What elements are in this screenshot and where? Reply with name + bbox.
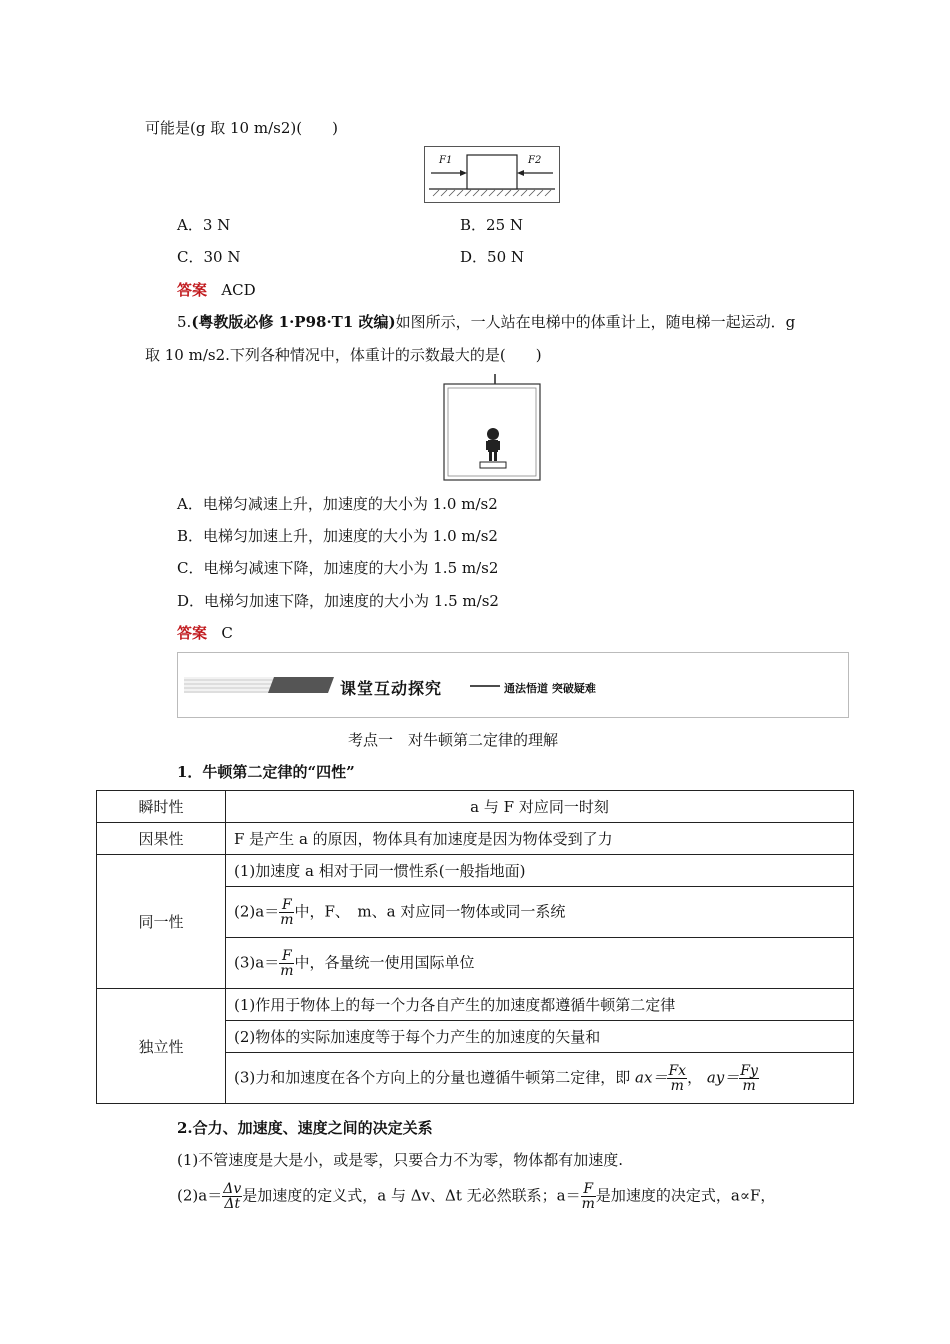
q4-option-c: C．30 N (177, 248, 241, 266)
row-content: (1)作用于物体上的每一个力各自产生的加速度都遵循牛顿第二定律 (226, 989, 854, 1021)
q5-source: (粤教版必修 1·P98·T1 改编) (191, 313, 396, 331)
ground-hatch (433, 190, 551, 196)
row-content: (1)加速度 a 相对于同一惯性系(一般指地面) (226, 855, 854, 887)
row-content: (2)物体的实际加速度等于每个力产生的加速度的矢量和 (226, 1021, 854, 1053)
block (467, 155, 517, 189)
definition-fraction: $\frac{\Delta v}{\Delta t}$ (223, 1181, 242, 1212)
row-label: 因果性 (97, 823, 226, 855)
part2-line1: (1)不管速度是大是小，或是零，只要合力不为零，物体都有加速度. (177, 1151, 624, 1169)
row-content: (2)a＝ $\frac{F}{m}$ 中，F、 m、a 对应同一物体或同一系统 (226, 887, 854, 938)
determination-fraction: $\frac{F}{m}$ (581, 1181, 595, 1212)
heading-four-properties: 1．牛顿第二定律的“四性” (177, 763, 355, 781)
table-row (97, 989, 854, 1021)
row-label: 瞬时性 (97, 791, 226, 823)
q5-elevator-figure (443, 374, 541, 482)
table-row (97, 823, 854, 855)
formula-fraction-y: $\frac{Fy}{m}$ (740, 1062, 758, 1094)
q5-option-c: C．电梯匀减速下降，加速度的大小为 1.5 m/s2 (177, 559, 499, 577)
elevator-svg (443, 374, 541, 482)
force-label-right: F2 (528, 155, 542, 166)
q5-stem-line1: 5.(粤教版必修 1·P98·T1 改编)如图所示，一人站在电梯中的体重计上，随电梯一起运动．g (177, 313, 796, 331)
q5-option-a: A．电梯匀减速上升，加速度的大小为 1.0 m/s2 (177, 495, 498, 513)
section-title: 考点一 对牛顿第二定律的理解 (348, 731, 559, 749)
q4-answer: 答案 ACD (177, 281, 256, 299)
row-content: (3)力和加速度在各个方向上的分量也遵循牛顿第二定律，即 ax＝ $\frac{Fx}{m}$ ， ay＝ $\frac{Fy}{m}$ (226, 1053, 854, 1104)
row-content: (3)a＝ $\frac{F}{m}$ 中，各量统一使用国际单位 (226, 938, 854, 989)
formula-fraction: $\frac{F}{m}$ (280, 896, 294, 928)
q4-option-b: B．25 N (460, 216, 524, 234)
row-content: a 与 F 对应同一时刻 (226, 791, 854, 823)
row-label: 同一性 (97, 855, 226, 989)
section-banner (177, 652, 849, 718)
q4-option-d: D．50 N (460, 248, 525, 266)
answer-label: 答案 (177, 281, 208, 299)
q5-option-b: B．电梯匀加速上升，加速度的大小为 1.0 m/s2 (177, 527, 498, 545)
q5-answer: 答案 C (177, 624, 233, 642)
four-properties-table (96, 790, 854, 1104)
row-content: F 是产生 a 的原因，物体具有加速度是因为物体受到了力 (226, 823, 854, 855)
q4-force-figure (424, 146, 560, 203)
q4-option-a: A．3 N (177, 216, 231, 234)
formula-fraction-x: $\frac{Fx}{m}$ (668, 1062, 687, 1094)
q5-stem-line2: 取 10 m/s2.下列各种情况中，体重计的示数最大的是( ) (145, 346, 542, 364)
banner-title: 课堂互动探究 (340, 679, 443, 698)
force-label-left: F1 (439, 155, 453, 166)
row-label: 独立性 (97, 989, 226, 1104)
person-head (487, 428, 499, 440)
q4-stem-tail: 可能是(g 取 10 m/s2)( ) (145, 119, 338, 137)
part2-line2: (2)a＝ $\frac{\Delta v}{\Delta t}$ 是加速度的定义式，a 与 Δv、Δt 无必然联系；a＝ $\frac{F}{m}$ 是加速度的决定式，a∝F， (177, 1181, 776, 1212)
table-row (97, 791, 854, 823)
heading-decision-relation: 2.合力、加速度、速度之间的决定关系 (177, 1119, 433, 1137)
banner-subtitle: 通法悟道 突破疑难 (504, 682, 596, 695)
formula-fraction: $\frac{F}{m}$ (280, 947, 294, 979)
table-row (97, 855, 854, 887)
q5-option-d: D．电梯匀加速下降，加速度的大小为 1.5 m/s2 (177, 592, 499, 610)
answer-label: 答案 (177, 624, 208, 642)
